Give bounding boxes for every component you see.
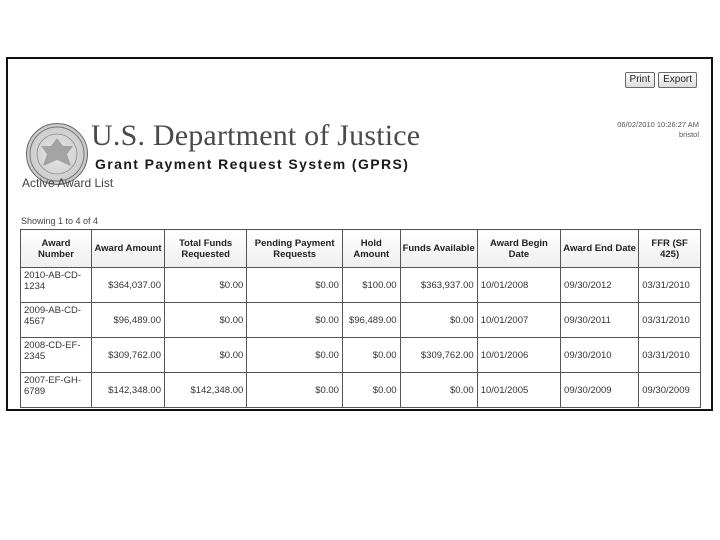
award-amount-cell: $309,762.00 — [91, 338, 164, 373]
hold-amount-cell: $100.00 — [342, 268, 400, 303]
award-end-date-cell: 09/30/2011 — [561, 303, 639, 338]
award-number-cell[interactable]: 2009-AB-CD-4567 — [21, 303, 92, 338]
funds-available-cell: $363,937.00 — [400, 268, 477, 303]
award-amount-cell: $96,489.00 — [91, 303, 164, 338]
award-amount-cell: $142,348.00 — [91, 373, 164, 408]
print-button[interactable]: Print — [625, 72, 656, 88]
table-row[interactable] — [21, 268, 701, 303]
table-row[interactable] — [21, 303, 701, 338]
award-amount-cell: $364,037.00 — [91, 268, 164, 303]
hold-amount-cell: $96,489.00 — [342, 303, 400, 338]
section-title: Active Award List — [22, 176, 114, 190]
funds-available-cell: $0.00 — [400, 303, 477, 338]
column-header-hold-amount[interactable]: Hold Amount — [342, 230, 400, 268]
column-header-funds-available[interactable]: Funds Available — [400, 230, 477, 268]
column-header-total-funds-requested[interactable]: Total Funds Requested — [165, 230, 247, 268]
ffr-date-cell: 09/30/2009 — [639, 373, 701, 408]
column-header-pending-payment-requests[interactable]: Pending Payment Requests — [247, 230, 343, 268]
username: bristol — [678, 130, 699, 139]
page-subtitle: Grant Payment Request System (GPRS) — [95, 156, 410, 172]
award-number-cell[interactable]: 2007-EF-GH-6789 — [21, 373, 92, 408]
award-begin-date-cell: 10/01/2006 — [477, 338, 560, 373]
pending-payment-requests-cell: $0.00 — [247, 373, 343, 408]
table-row[interactable] — [21, 338, 701, 373]
hold-amount-cell: $0.00 — [342, 338, 400, 373]
record-count: Showing 1 to 4 of 4 — [21, 216, 99, 226]
column-header-award-end-date[interactable]: Award End Date — [561, 230, 639, 268]
funds-available-cell: $309,762.00 — [400, 338, 477, 373]
ffr-date-cell: 03/31/2010 — [639, 303, 701, 338]
hold-amount-cell: $0.00 — [342, 373, 400, 408]
table-header-row — [21, 230, 701, 268]
timestamp: 06/02/2010 10:26:27 AM — [617, 120, 699, 129]
table-row[interactable] — [21, 373, 701, 408]
total-funds-requested-cell: $0.00 — [165, 338, 247, 373]
column-header-award-begin-date[interactable]: Award Begin Date — [477, 230, 560, 268]
award-number-cell[interactable]: 2008-CD-EF-2345 — [21, 338, 92, 373]
award-begin-date-cell: 10/01/2007 — [477, 303, 560, 338]
pending-payment-requests-cell: $0.00 — [247, 338, 343, 373]
award-begin-date-cell: 10/01/2008 — [477, 268, 560, 303]
award-end-date-cell: 09/30/2012 — [561, 268, 639, 303]
total-funds-requested-cell: $142,348.00 — [165, 373, 247, 408]
column-header-ffr[interactable]: FFR (SF 425) — [639, 230, 701, 268]
funds-available-cell: $0.00 — [400, 373, 477, 408]
ffr-date-cell: 03/31/2010 — [639, 268, 701, 303]
pending-payment-requests-cell: $0.00 — [247, 303, 343, 338]
award-end-date-cell: 09/30/2009 — [561, 373, 639, 408]
screenshot-frame — [6, 57, 713, 411]
total-funds-requested-cell: $0.00 — [165, 268, 247, 303]
page-title: U.S. Department of Justice — [91, 119, 421, 152]
column-header-award-number[interactable]: Award Number — [21, 230, 92, 268]
award-table — [20, 229, 701, 408]
award-end-date-cell: 09/30/2010 — [561, 338, 639, 373]
column-header-award-amount[interactable]: Award Amount — [91, 230, 164, 268]
total-funds-requested-cell: $0.00 — [165, 303, 247, 338]
toolbar — [625, 72, 697, 88]
export-button[interactable]: Export — [658, 72, 697, 88]
award-begin-date-cell: 10/01/2005 — [477, 373, 560, 408]
session-info — [617, 120, 699, 140]
award-number-cell[interactable]: 2010-AB-CD-1234 — [21, 268, 92, 303]
pending-payment-requests-cell: $0.00 — [247, 268, 343, 303]
ffr-date-cell: 03/31/2010 — [639, 338, 701, 373]
